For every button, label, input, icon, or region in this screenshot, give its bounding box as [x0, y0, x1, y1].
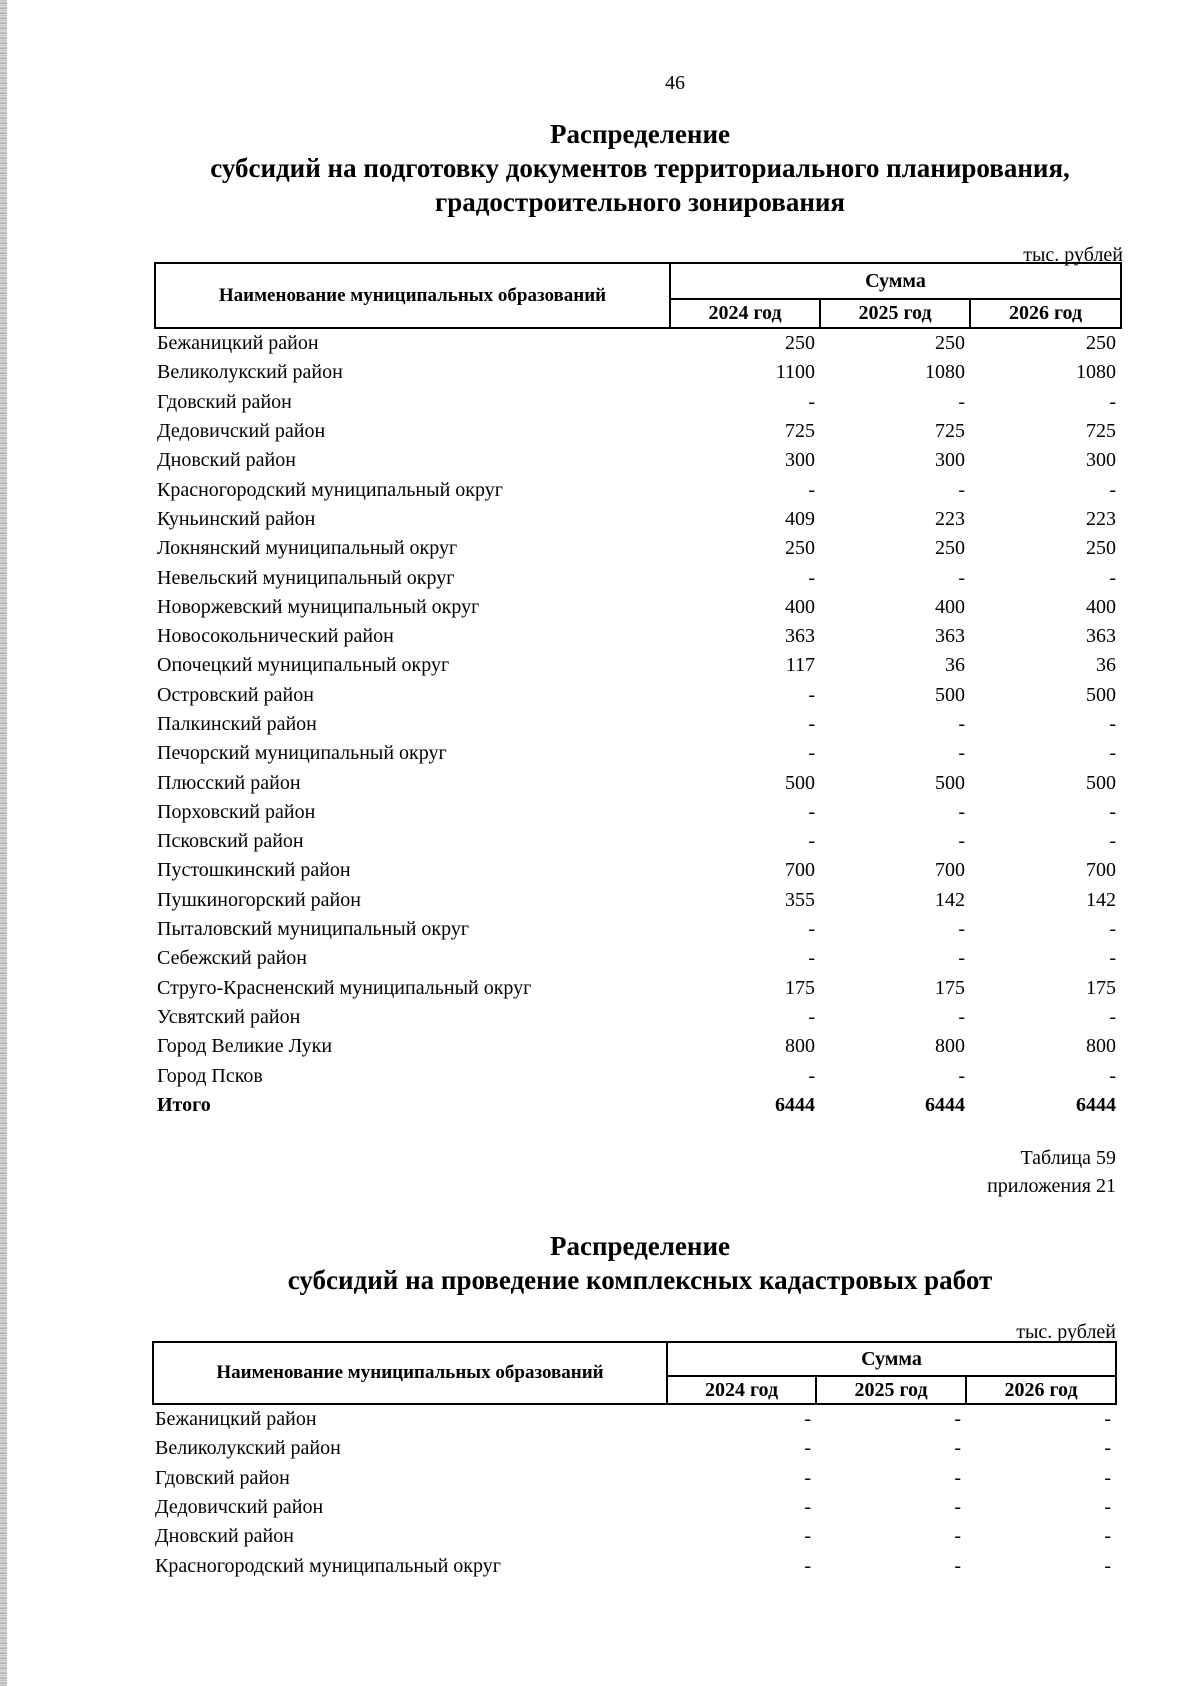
amount-cell: -: [958, 566, 965, 589]
amount-cell: -: [954, 1525, 961, 1548]
table-row: [153, 1493, 1116, 1522]
table1-title: [140, 117, 1140, 219]
amount-cell: -: [1109, 800, 1117, 823]
amount-cell: -: [958, 1005, 965, 1028]
amount-cell: 300: [935, 449, 965, 472]
amount-cell: 400: [1086, 595, 1117, 618]
table-row: [155, 944, 1121, 973]
table-row: [155, 1003, 1121, 1032]
amount-cell: -: [958, 1064, 965, 1087]
amount-cell: -: [808, 566, 815, 589]
table-row: [155, 1032, 1121, 1061]
table1-header: [155, 263, 1121, 328]
amount-cell: 142: [935, 888, 965, 911]
total-value: 6444: [775, 1093, 815, 1116]
municipality-name: Пушкиногорский район: [157, 888, 361, 911]
year-column-header: 2026 год: [966, 1376, 1116, 1404]
amount-cell: -: [808, 1064, 815, 1087]
amount-cell: 223: [1086, 507, 1117, 530]
table-row: [155, 475, 1121, 504]
amount-cell: -: [1109, 830, 1117, 853]
table-row: [155, 651, 1121, 680]
municipality-name: Новоржевский муниципальный округ: [157, 595, 480, 618]
municipality-name: Гдовский район: [155, 1466, 290, 1489]
amount-cell: -: [958, 742, 965, 765]
amount-cell: -: [954, 1466, 961, 1489]
amount-cell: -: [1109, 1005, 1117, 1028]
table-row: [155, 827, 1121, 856]
municipality-name: Невельский муниципальный округ: [157, 566, 455, 589]
municipality-name: Красногородский муниципальный округ: [155, 1554, 501, 1577]
amount-cell: -: [958, 918, 965, 941]
table-row: [155, 622, 1121, 651]
amount-cell: 250: [1086, 537, 1117, 560]
municipality-name: Дновский район: [155, 1525, 294, 1548]
municipality-name: Дедовичский район: [155, 1496, 324, 1519]
amount-cell: 363: [935, 625, 965, 648]
year-column-header: 2024 год: [667, 1376, 816, 1404]
amount-cell: -: [804, 1408, 811, 1431]
municipality-name: Дновский район: [157, 449, 296, 472]
municipality-name: Порховский район: [157, 800, 316, 823]
municipality-name: Опочецкий муниципальный округ: [157, 654, 450, 677]
municipality-name: Струго-Красненский муниципальный округ: [157, 976, 532, 999]
year-column-header: 2025 год: [820, 299, 970, 328]
year-column-header: 2024 год: [670, 299, 820, 328]
table1-body: [155, 328, 1121, 1120]
municipality-name: Бежаницкий район: [157, 332, 319, 355]
table-row: [155, 593, 1121, 622]
table-row: [155, 1061, 1121, 1090]
table-row: [153, 1551, 1116, 1580]
amount-cell: 800: [935, 1035, 965, 1058]
amount-cell: -: [804, 1525, 811, 1548]
table-row: [153, 1404, 1116, 1434]
amount-cell: -: [808, 947, 815, 970]
amount-cell: 500: [785, 771, 815, 794]
table-note-line: приложения 21: [987, 1175, 1116, 1197]
amount-cell: -: [1104, 1496, 1112, 1519]
table-row: [155, 886, 1121, 915]
table-row: [155, 534, 1121, 563]
municipality-name: Красногородский муниципальный округ: [157, 478, 503, 501]
table-row: [155, 388, 1121, 417]
municipality-name: Город Псков: [157, 1064, 263, 1087]
sum-column-header: Сумма: [667, 1342, 1116, 1376]
sum-column-header: Сумма: [670, 263, 1121, 299]
table2-units: тыс. рублей: [1016, 1321, 1116, 1343]
table1-title-line: субсидий на подготовку документов территориального планирования,: [210, 153, 1070, 183]
amount-cell: 500: [935, 771, 965, 794]
amount-cell: 250: [935, 332, 965, 355]
amount-cell: -: [808, 478, 815, 501]
table-row: [155, 505, 1121, 534]
municipality-name: Город Великие Луки: [157, 1035, 333, 1058]
municipality-name: Пыталовский муниципальный округ: [157, 918, 470, 941]
amount-cell: 175: [935, 976, 965, 999]
amount-cell: 117: [785, 654, 815, 677]
table-row: [155, 974, 1121, 1003]
amount-cell: 175: [785, 976, 815, 999]
amount-cell: -: [808, 1005, 815, 1028]
amount-cell: -: [808, 713, 815, 735]
amount-cell: 1080: [925, 361, 965, 384]
table-row: [155, 798, 1121, 827]
amount-cell: 400: [785, 595, 815, 618]
name-column-header: Наименование муниципальных образований: [155, 263, 670, 328]
table-row: [155, 563, 1121, 592]
total-row: [155, 1091, 1121, 1120]
amount-cell: 250: [785, 537, 815, 560]
amount-cell: -: [804, 1466, 811, 1489]
table-row: [155, 856, 1121, 885]
amount-cell: -: [808, 918, 815, 941]
total-value: 6444: [1076, 1093, 1117, 1116]
amount-cell: -: [808, 390, 815, 413]
table-row: [155, 768, 1121, 797]
municipality-name: Великолукский район: [157, 361, 343, 384]
table2-header: [153, 1342, 1116, 1404]
municipality-name: Бежаницкий район: [155, 1408, 317, 1431]
table-row: [153, 1522, 1116, 1551]
municipality-name: Плюсский район: [157, 771, 301, 794]
table-row: [153, 1434, 1116, 1463]
table-row: [155, 446, 1121, 475]
amount-cell: 1100: [775, 361, 815, 384]
amount-cell: -: [954, 1554, 961, 1577]
amount-cell: -: [1104, 1525, 1112, 1548]
table2-title-line: Распределение: [549, 1231, 731, 1261]
amount-cell: -: [954, 1437, 961, 1460]
amount-cell: -: [808, 800, 815, 823]
amount-cell: 409: [785, 507, 815, 530]
table-note-line: Таблица 59: [1020, 1147, 1116, 1169]
table-row: [155, 681, 1121, 710]
municipality-name: Псковский район: [157, 830, 304, 853]
amount-cell: -: [1109, 390, 1117, 413]
municipality-name: Островский район: [157, 683, 314, 706]
amount-cell: -: [1109, 713, 1117, 735]
amount-cell: -: [804, 1496, 811, 1519]
amount-cell: 363: [1086, 625, 1117, 648]
amount-cell: 300: [1086, 449, 1117, 472]
amount-cell: 700: [935, 859, 965, 882]
amount-cell: 500: [1086, 771, 1117, 794]
amount-cell: 142: [1086, 888, 1117, 911]
municipality-name: Куньинский район: [157, 507, 316, 530]
amount-cell: -: [958, 947, 965, 970]
total-value: 6444: [925, 1093, 965, 1116]
amount-cell: -: [808, 830, 815, 853]
amount-cell: -: [958, 478, 965, 501]
amount-cell: -: [1109, 742, 1117, 765]
table-row: [155, 358, 1121, 387]
municipality-name: Новосокольнический район: [157, 625, 394, 648]
amount-cell: 300: [785, 449, 815, 472]
amount-cell: 36: [1096, 654, 1117, 677]
amount-cell: 250: [1086, 332, 1117, 355]
table1-title-line: Распределение: [549, 119, 731, 149]
municipality-name: Дедовичский район: [157, 420, 326, 443]
amount-cell: 700: [785, 859, 815, 882]
total-label: Итого: [157, 1093, 211, 1116]
table-note: [987, 1144, 1116, 1200]
table2-title: [140, 1229, 1140, 1297]
amount-cell: 725: [785, 420, 815, 443]
amount-cell: 400: [935, 595, 965, 618]
amount-cell: -: [1104, 1408, 1112, 1431]
year-column-header: 2025 год: [816, 1376, 966, 1404]
scan-edge: [0, 0, 7, 1686]
table2-title-line: субсидий на проведение комплексных кадастровых работ: [287, 1265, 993, 1295]
amount-cell: 36: [945, 654, 965, 677]
amount-cell: 355: [785, 888, 815, 911]
amount-cell: 500: [935, 683, 965, 706]
amount-cell: -: [1104, 1554, 1112, 1577]
amount-cell: -: [808, 683, 815, 706]
amount-cell: 250: [935, 537, 965, 560]
municipality-name: Печорский муниципальный округ: [157, 742, 447, 765]
municipality-name: Себежский район: [157, 947, 307, 970]
table-row: [153, 1464, 1116, 1493]
year-column-header: 2026 год: [970, 299, 1121, 328]
amount-cell: -: [1104, 1466, 1112, 1489]
amount-cell: -: [958, 713, 965, 735]
page-number: 46: [665, 72, 685, 94]
amount-cell: -: [1109, 947, 1117, 970]
amount-cell: 800: [785, 1035, 815, 1058]
amount-cell: -: [958, 390, 965, 413]
amount-cell: -: [1109, 566, 1117, 589]
table2: [152, 1341, 1117, 1581]
amount-cell: -: [958, 800, 965, 823]
amount-cell: 800: [1086, 1035, 1117, 1058]
amount-cell: -: [1109, 1064, 1117, 1087]
table-row: [155, 739, 1121, 768]
municipality-name: Усвятский район: [157, 1005, 301, 1028]
amount-cell: -: [1109, 918, 1117, 941]
amount-cell: 500: [1086, 683, 1117, 706]
municipality-name: Гдовский район: [157, 390, 292, 413]
table1-title-line: градостроительного зонирования: [434, 187, 846, 217]
municipality-name: Палкинский район: [157, 713, 317, 735]
amount-cell: 1080: [1076, 361, 1117, 384]
municipality-name: Пустошкинский район: [157, 859, 351, 882]
municipality-name: Великолукский район: [155, 1437, 341, 1460]
amount-cell: 223: [935, 507, 965, 530]
amount-cell: -: [954, 1496, 961, 1519]
amount-cell: 175: [1086, 976, 1117, 999]
name-column-header: Наименование муниципальных образований: [153, 1342, 667, 1404]
amount-cell: 725: [1086, 420, 1117, 443]
amount-cell: 700: [1086, 859, 1117, 882]
amount-cell: -: [1104, 1437, 1112, 1460]
amount-cell: 250: [785, 332, 815, 355]
amount-cell: 725: [935, 420, 965, 443]
table2-body: [153, 1404, 1116, 1581]
amount-cell: -: [808, 742, 815, 765]
amount-cell: -: [954, 1408, 961, 1431]
amount-cell: -: [804, 1437, 811, 1460]
table-row: [155, 710, 1121, 739]
amount-cell: -: [804, 1554, 811, 1577]
amount-cell: -: [958, 830, 965, 853]
table-row: [155, 915, 1121, 944]
amount-cell: -: [1109, 478, 1117, 501]
table-row: [155, 417, 1121, 446]
municipality-name: Локнянский муниципальный округ: [157, 537, 458, 560]
amount-cell: 363: [785, 625, 815, 648]
table-row: [155, 328, 1121, 358]
table1-units: тыс. рублей: [1023, 244, 1123, 266]
table1: [154, 262, 1122, 1120]
